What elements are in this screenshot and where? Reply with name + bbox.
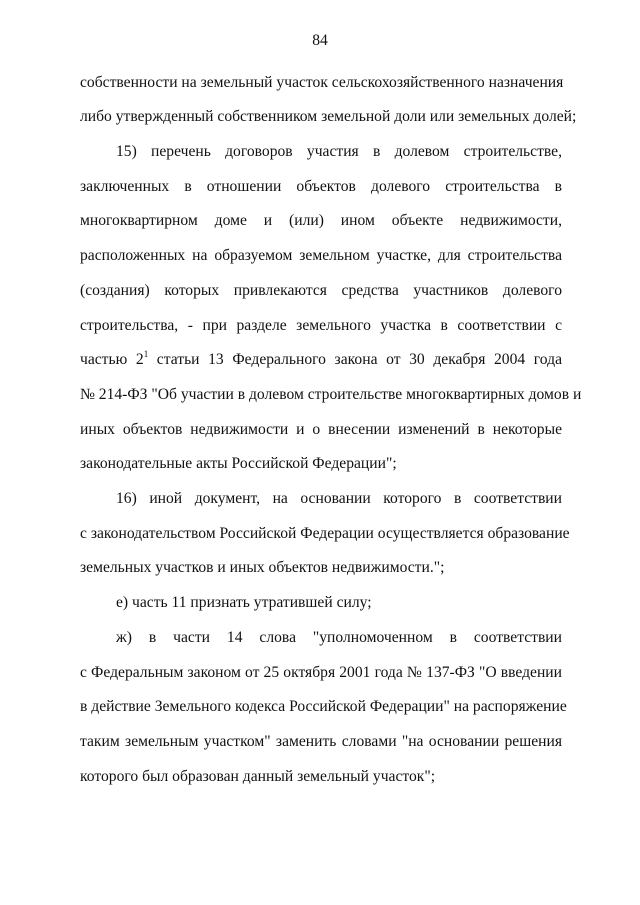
text-line: 16) иной документ, на основании которого в соответствии: [116, 490, 562, 507]
superscript: 1: [143, 349, 149, 359]
text-line: с Федеральным законом от 25 октября 2001 года № 137-ФЗ "О введении: [80, 664, 562, 681]
text-line: земельных участков и иных объектов недвижимости.";: [80, 559, 445, 576]
text-line: 15) перечень договоров участия в долевом строительстве,: [116, 143, 562, 160]
text-line: таким земельным участком" заменить словами "на основании решения: [80, 733, 562, 750]
text-line: с законодательством Российской Федерации осуществляется образование: [80, 525, 570, 542]
text-line: (создания) которых привлекаются средства участников долевого: [80, 282, 562, 299]
text-line: [80, 350, 562, 370]
text-line: собственности на земельный участок сельскохозяйственного назначения: [80, 74, 564, 91]
text-fragment: частью 2: [80, 351, 144, 368]
text-line: № 214-ФЗ "Об участии в долевом строительстве многоквартирных домов и: [80, 386, 582, 403]
text-line: расположенных на образуемом земельном участке, для строительства: [80, 247, 562, 264]
text-line: заключенных в отношении объектов долевого строительства в: [80, 178, 562, 195]
text-line: е) часть 11 признать утратившей силу;: [116, 594, 372, 611]
text-line: законодательные акты Российской Федерации";: [80, 455, 397, 472]
text-line: строительства, - при разделе земельного участка в соответствии с: [80, 317, 562, 334]
text-line: ж) в части 14 слова "уполномоченном в соответствии: [116, 629, 562, 646]
text-line: либо утвержденный собственником земельной доли или земельных долей;: [80, 108, 577, 125]
text-line: которого был образован данный земельный участок";: [80, 768, 436, 785]
text-fragment: статьи 13 Федерального закона от 30 декабря 2004 года: [148, 351, 562, 368]
text-line: многоквартирном доме и (или) ином объекте недвижимости,: [80, 212, 562, 229]
page-number: 84: [312, 32, 328, 49]
text-line: иных объектов недвижимости и о внесении изменений в некоторые: [80, 421, 562, 438]
text-line: в действие Земельного кодекса Российской Федерации" на распоряжение: [80, 698, 567, 715]
